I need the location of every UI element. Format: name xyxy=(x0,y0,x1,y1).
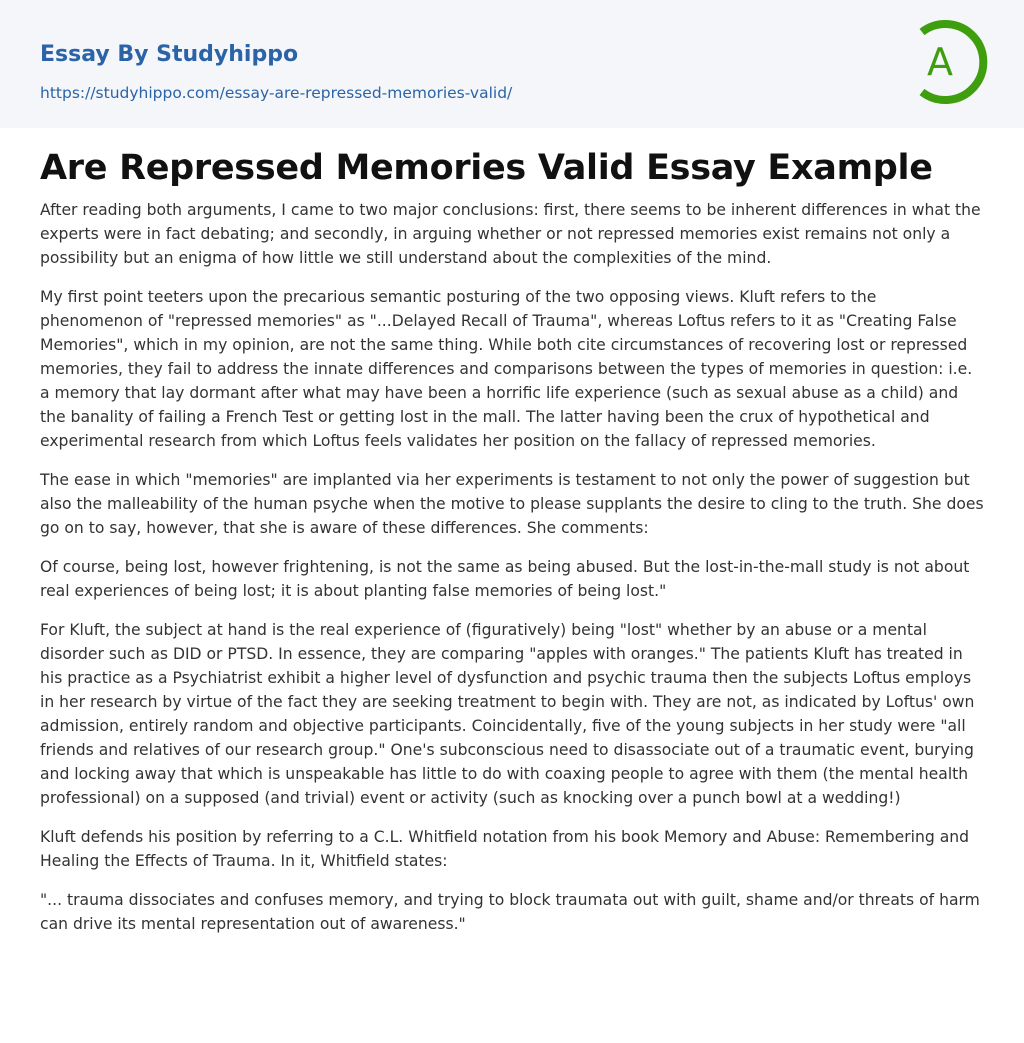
essay-url-link[interactable]: https://studyhippo.com/essay-are-repressed-memories-valid/ xyxy=(40,84,513,102)
article xyxy=(0,146,1024,936)
studyhippo-logo-icon[interactable] xyxy=(908,18,988,106)
quote-paragraph: "... trauma dissociates and confuses memory, and trying to block traumata out with guilt, shame and/or threats of harm can drive its mental representation out of awareness." xyxy=(40,891,980,933)
paragraph: My first point teeters upon the precarious semantic posturing of the two opposing views. Kluft refers to the phenomenon of "repressed memories" as "...Delayed Recall of Trauma", whereas Loftus refers to it as "Creating False Memories", which in my opinion, are not the same thing. While both cite circumstances of recovering lost or repressed memories, they fail to address the innate differences and comparisons between the types of memories in question: i.e. a memory that lay dormant after what may have been a horrific life experience (such as sexual abuse as a child) and the banality of failing a French Test or getting lost in the mall. The latter having been the crux of hypothetical and experimental research from which Loftus feels validates her position on the fallacy of repressed memories. xyxy=(40,288,973,450)
brand-title[interactable]: Essay By Studyhippo xyxy=(40,42,299,67)
quote-paragraph: Of course, being lost, however frightening, is not the same as being abused. But the lost-in-the-mall study is not about real experiences of being lost; it is about planting false memories of being lost." xyxy=(40,558,970,600)
site-header xyxy=(0,0,1024,128)
paragraph: The ease in which "memories" are implanted via her experiments is testament to not only the power of suggestion but also the malleability of the human psyche when the motive to please supplants the desire to cling to the truth. She does go on to say, however, that she is aware of these differences. She comments: xyxy=(40,471,984,537)
paragraph: After reading both arguments, I came to two major conclusions: first, there seems to be inherent differences in what the experts were in fact debating; and secondly, in arguing whether or not repressed memories exist remains not only a possibility but an enigma of how little we still understand about the complexities of the mind. xyxy=(40,201,981,267)
page-title: Are Repressed Memories Valid Essay Example xyxy=(40,148,933,188)
paragraph: For Kluft, the subject at hand is the real experience of (figuratively) being "lost" whether by an abuse or a mental disorder such as DID or PTSD. In essence, they are comparing "apples with oranges." The patients Kluft has treated in his practice as a Psychiatrist exhibit a higher level of dysfunction and psychic trauma then the subjects Loftus employs in her research by virtue of the fact they are seeking treatment to begin with. They are not, as indicated by Loftus' own admission, entirely random and objective participants. Coincidentally, five of the young subjects in her study were "all friends and relatives of our research group." One's subconscious need to disassociate out of a traumatic event, burying and locking away that which is unspeakable has little to do with coaxing people to agree with them (the mental health professional) on a supposed (and trivial) event or activity (such as knocking over a punch bowl at a wedding!) xyxy=(40,621,975,807)
logo-letter: A xyxy=(927,40,953,84)
paragraph: Kluft defends his position by referring to a C.L. Whitfield notation from his book Memory and Abuse: Remembering and Healing the Effects of Trauma. In it, Whitfield states: xyxy=(40,828,970,870)
